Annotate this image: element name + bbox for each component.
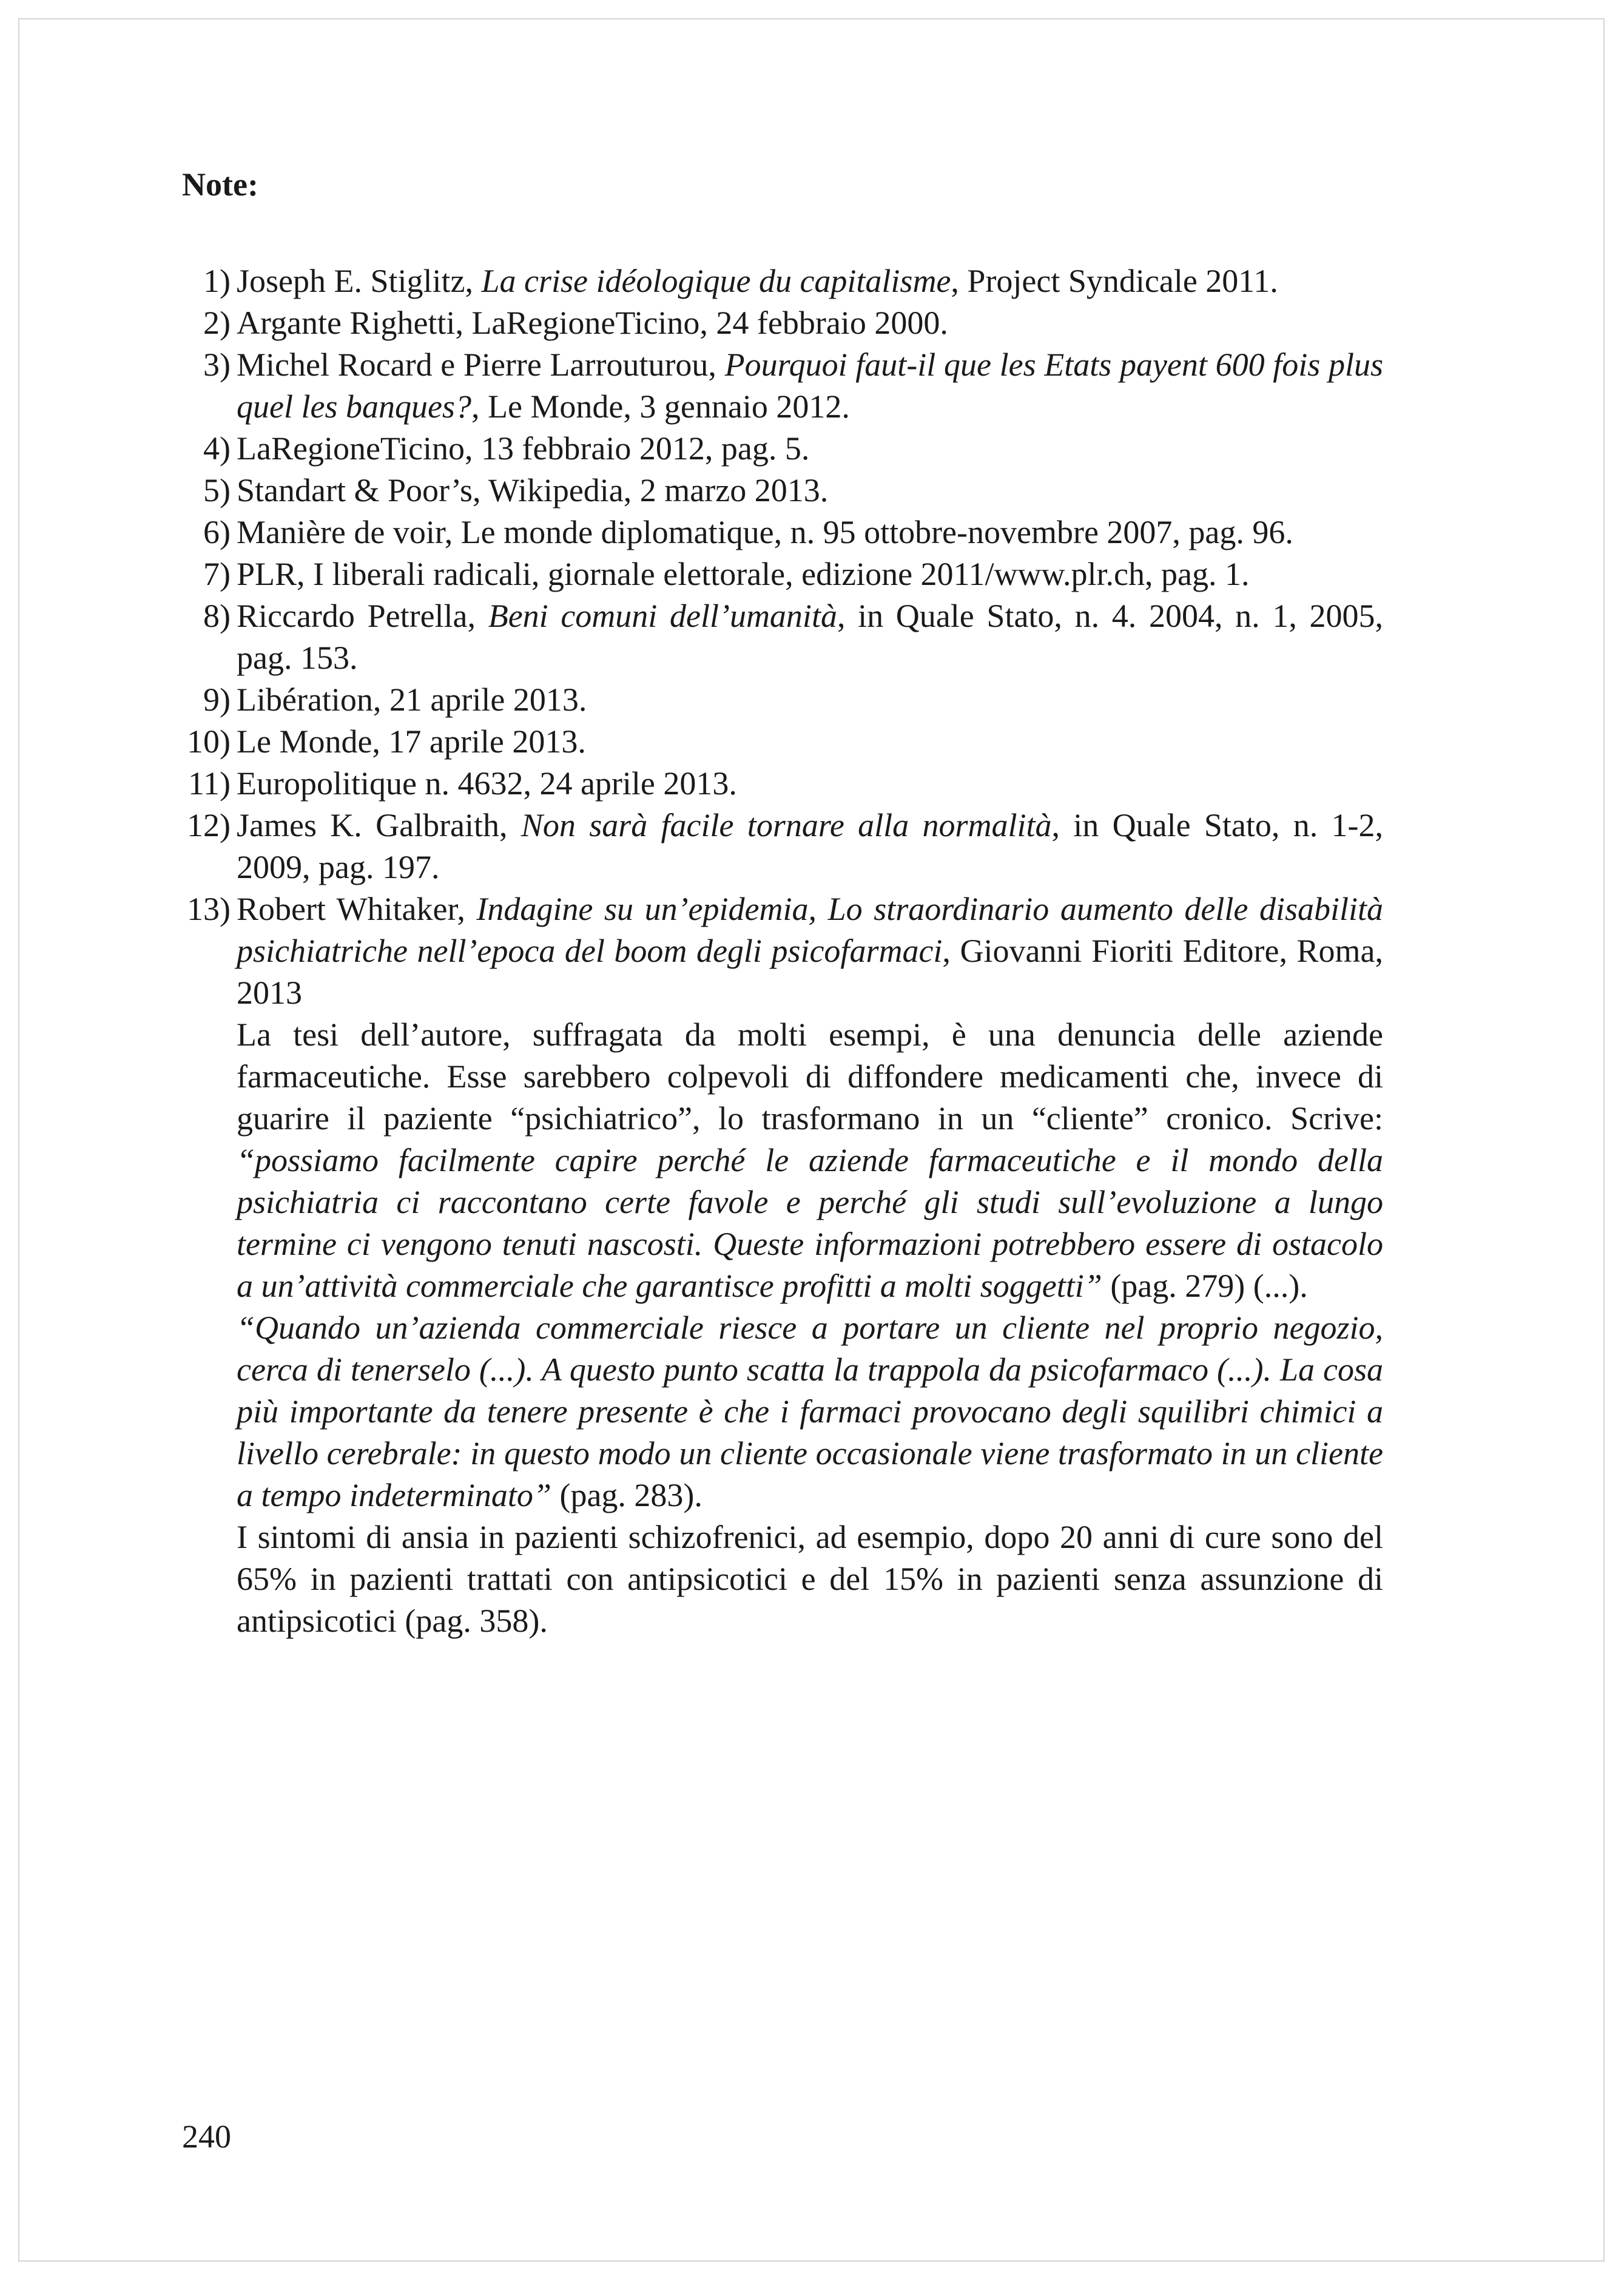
note-number: 2) [203, 305, 231, 341]
note-6 [182, 512, 1383, 553]
note-13-paragraph-1 [237, 1014, 1383, 1307]
note-text: , Le Monde, 3 gennaio 2012. [471, 388, 850, 425]
paragraph-text: (pag. 279) (...). [1102, 1268, 1308, 1304]
note-text: Joseph E. Stiglitz, [237, 263, 482, 299]
note-text: , in Quale Stato, n. 4. 2004, n. 1, 2005, pag. 153. [237, 598, 1383, 676]
note-number: 13) [187, 891, 231, 927]
note-number: 8) [203, 598, 231, 634]
note-1 [182, 260, 1383, 302]
note-title: Beni comuni dell’umanità [488, 598, 837, 634]
note-text: PLR, I liberali radicali, giornale elettorale, edizione 2011/www.plr.ch, pag. 1. [237, 556, 1250, 592]
paragraph-text: La tesi dell’autore, suffragata da molti esempi, è una denuncia delle aziende farmaceutiche. Esse sarebbero colpevoli di diffondere medicamenti che, invece di guarire il paziente “psichiatrico”, lo trasformano in un “cliente” cronico. Scrive: [237, 1016, 1383, 1137]
note-number: 6) [203, 514, 231, 550]
note-13 [182, 888, 1383, 1642]
note-title: La crise idéologique du capitalisme [481, 263, 951, 299]
notes-list [182, 260, 1383, 1642]
note-5 [182, 470, 1383, 512]
quotation: “Quando un’azienda commerciale riesce a portare un cliente nel proprio negozio, cerca di tenerselo (...). A questo punto scatta la trappola da psicofarmaco (...). La cosa più importante da tenere presente è che i farmaci provocano degli squilibri chimici a livello cerebrale: in questo modo un cliente occasionale viene trasformato in un cliente a tempo indeterminato” [237, 1309, 1383, 1513]
note-text: Le Monde, 17 aprile 2013. [237, 723, 586, 760]
note-text: Standart & Poor’s, Wikipedia, 2 marzo 2013. [237, 472, 829, 509]
note-12 [182, 805, 1383, 888]
document-page [182, 164, 1383, 1642]
note-2 [182, 302, 1383, 344]
paragraph-text: (pag. 283). [551, 1477, 702, 1513]
note-9 [182, 679, 1383, 721]
note-text: Michel Rocard e Pierre Larrouturou, [237, 346, 725, 383]
note-text: , Giovanni Fioriti Editore, Roma, 2013 [237, 933, 1383, 1011]
note-text: , in Quale Stato, n. 1-2, 2009, pag. 197. [237, 807, 1384, 885]
note-text: , Project Syndicale 2011. [951, 263, 1278, 299]
note-text: Riccardo Petrella, [237, 598, 488, 634]
note-11 [182, 763, 1383, 805]
note-title: Non sarà facile tornare alla normalità [521, 807, 1052, 843]
quotation: “possiamo facilmente capire perché le aziende farmaceutiche e il mondo della psichiatria ci raccontano certe favole e perché gli studi sull’evoluzione a lungo termine ci vengono tenuti nascosti. Queste informazioni potrebbero essere di ostacolo a un’attività commerciale che garantisce profitti a molti soggetti” [237, 1142, 1383, 1304]
note-number: 10) [187, 723, 231, 760]
note-text: Manière de voir, Le monde diplomatique, n. 95 ottobre-novembre 2007, pag. 96. [237, 514, 1293, 550]
note-13-paragraph-3: I sintomi di ansia in pazienti schizofrenici, ad esempio, dopo 20 anni di cure sono del 65% in pazienti trattati con antipsicotici e del 15% in pazienti senza assunzione di antipsicotici (pag. 358). [237, 1519, 1383, 1639]
note-number: 7) [203, 556, 231, 592]
note-3 [182, 344, 1383, 428]
note-4 [182, 428, 1383, 470]
note-text: LaRegioneTicino, 13 febbraio 2012, pag. 5. [237, 430, 810, 467]
note-text: Libération, 21 aprile 2013. [237, 681, 587, 718]
note-number: 3) [203, 346, 231, 383]
note-10 [182, 721, 1383, 763]
note-number: 11) [188, 765, 231, 802]
notes-heading: Note: [182, 166, 258, 203]
note-text: Robert Whitaker, [237, 891, 477, 927]
note-text: James K. Galbraith, [237, 807, 521, 843]
note-7 [182, 553, 1383, 595]
note-number: 4) [203, 430, 231, 467]
note-text: Argante Righetti, LaRegioneTicino, 24 febbraio 2000. [237, 305, 948, 341]
note-number: 9) [203, 681, 231, 718]
note-title: Indagine su un’epidemia, Lo straordinario aumento delle disabilità psichiatriche nell’epoca del boom degli psicofarmaci [237, 891, 1383, 969]
note-8 [182, 595, 1383, 679]
page-number: 240 [182, 2118, 231, 2155]
note-number: 5) [203, 472, 231, 509]
note-text: Europolitique n. 4632, 24 aprile 2013. [237, 765, 737, 802]
note-13-paragraph-2 [237, 1307, 1383, 1516]
note-number: 12) [187, 807, 231, 843]
note-number: 1) [203, 263, 231, 299]
note-title: Pourquoi faut-il que les Etats payent 600 fois plus quel les banques? [237, 346, 1383, 425]
